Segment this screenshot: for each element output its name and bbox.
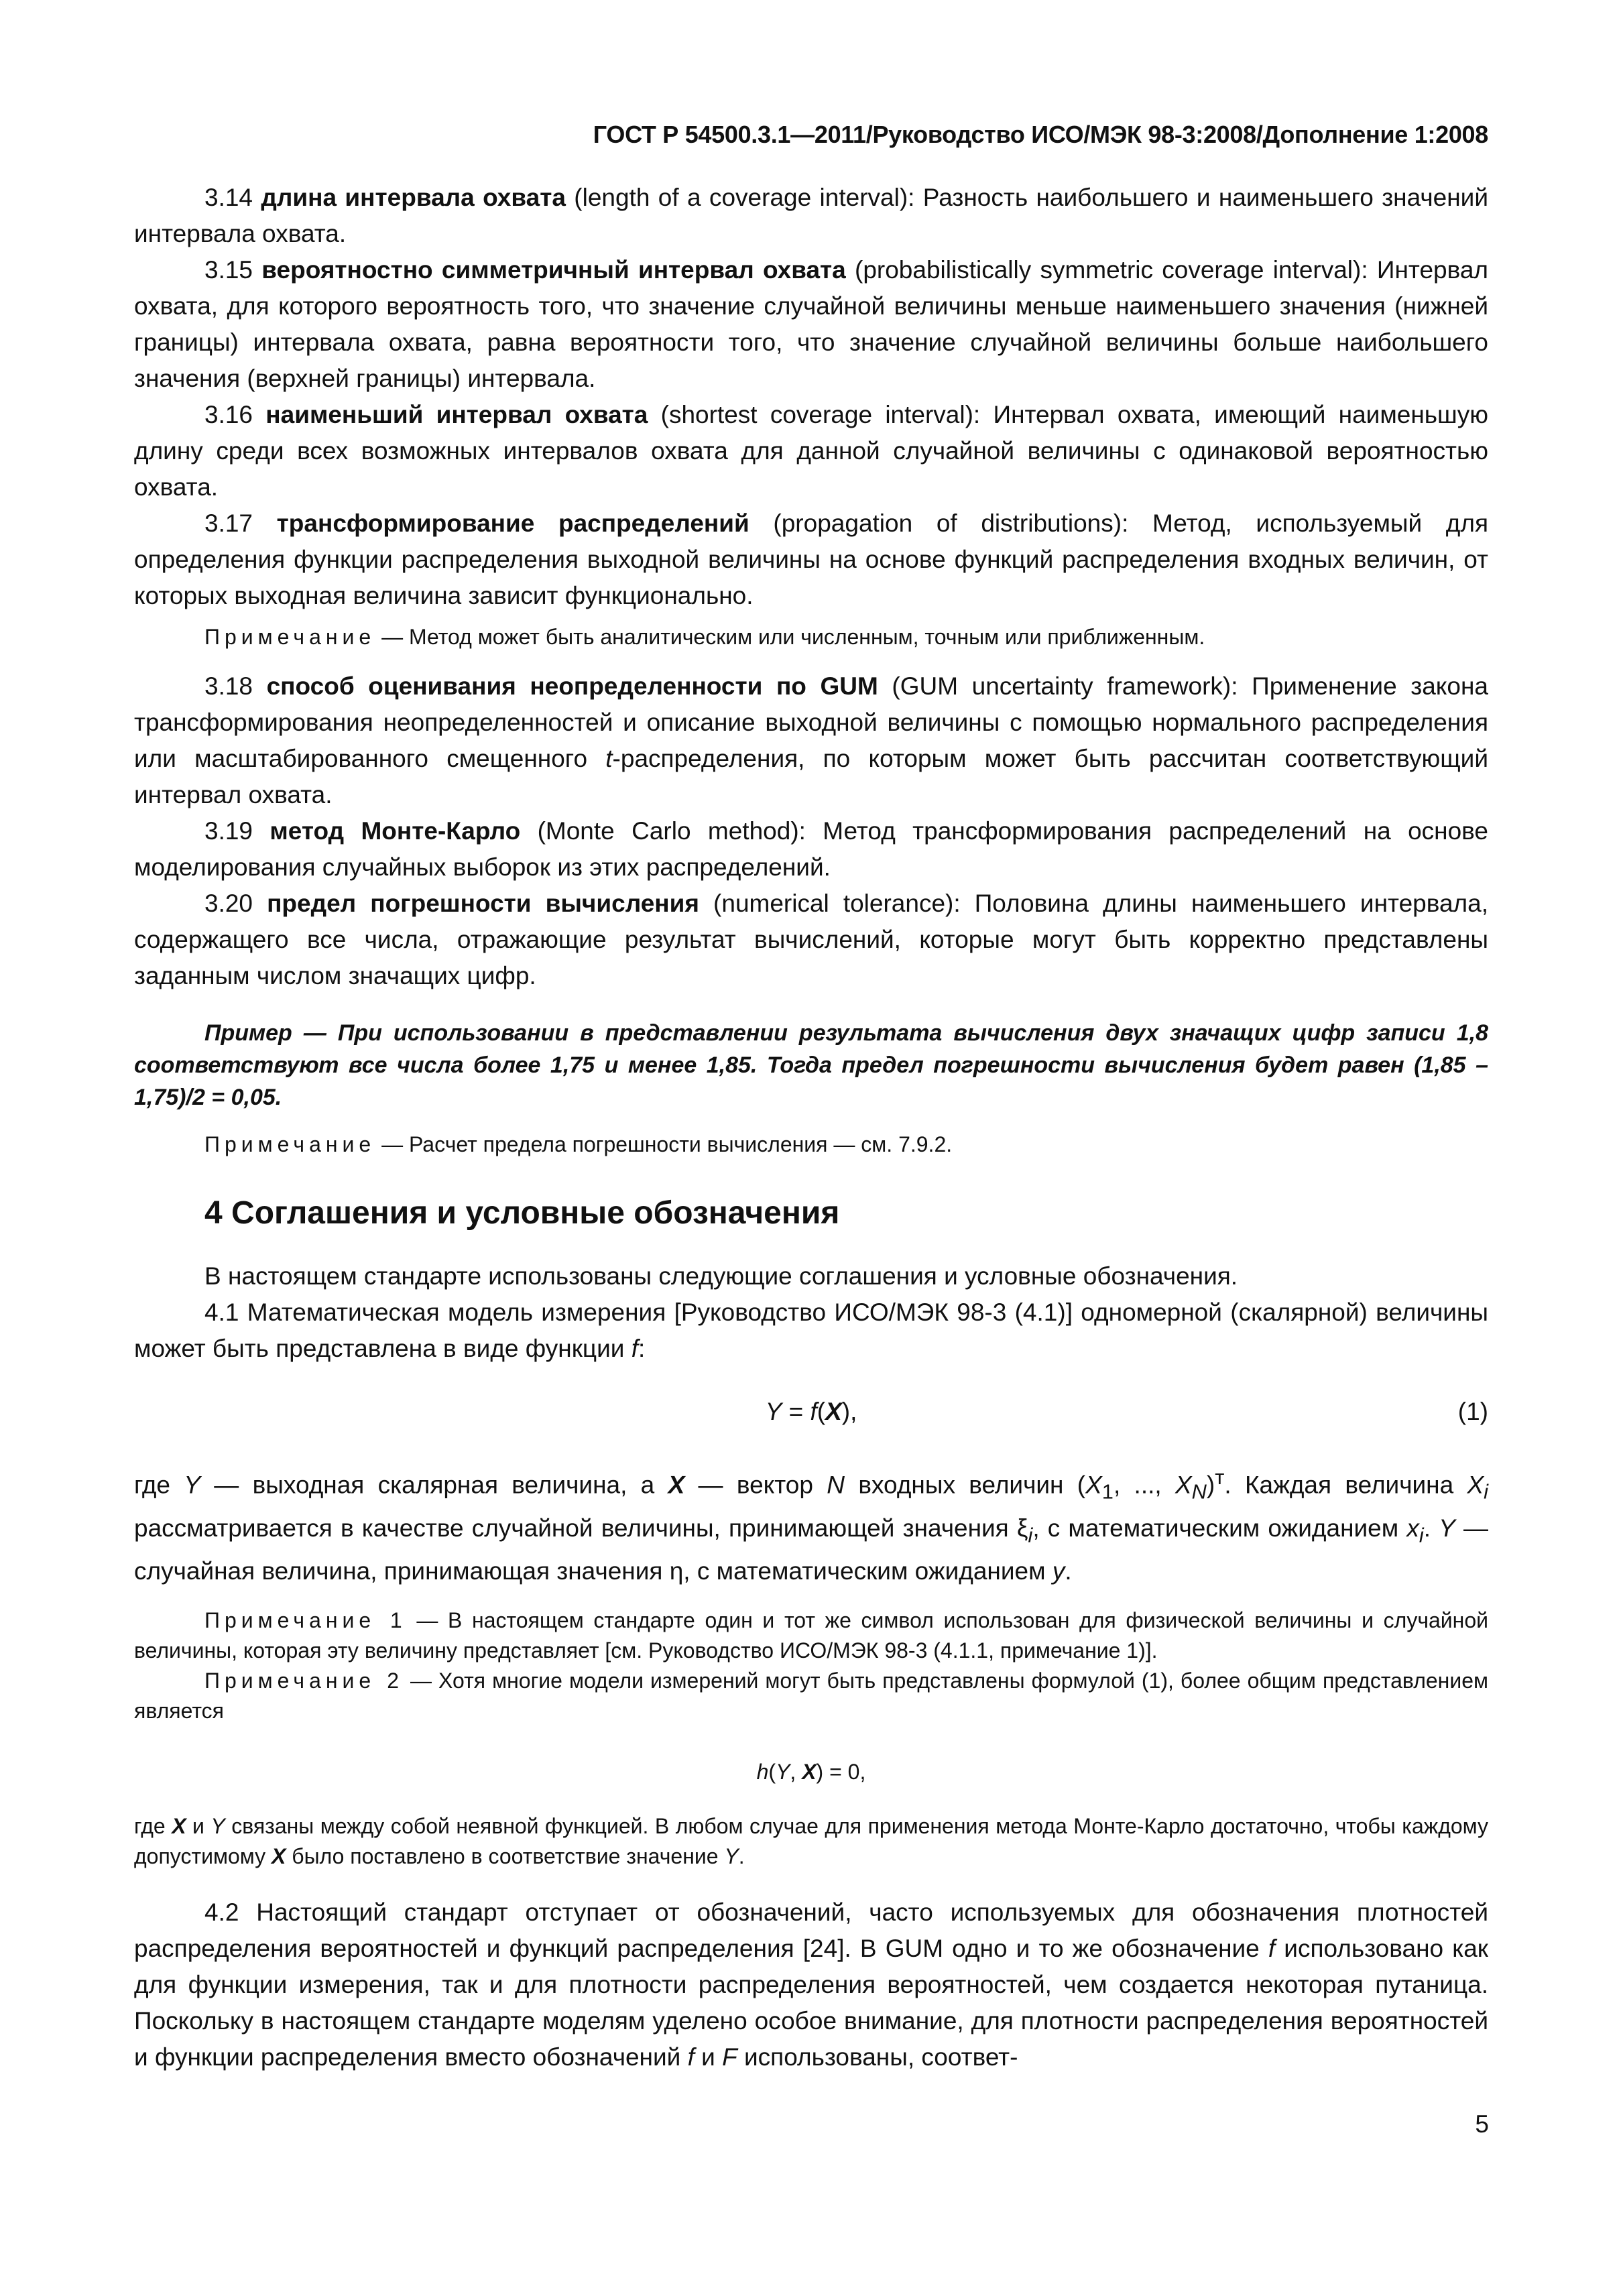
term-definition: (probabilistically symmetric coverage interval): Интервал охвата, для которого вероятность того, что значение случайной величины меньше наименьшего значения (нижней границы) интервала охвата, равна вероятности того, что значение случайной величины больше наибольшего значения (верхней границы) интервала. bbox=[134, 256, 1489, 392]
symbol: X bbox=[172, 1814, 186, 1839]
term-number: 3.18 bbox=[204, 672, 267, 700]
note-3-20 bbox=[134, 1130, 1488, 1160]
term-definition: (length of a coverage interval): Разность наибольшего и наименьшего значений интервала охвата. bbox=[134, 184, 1488, 247]
symbol: Y bbox=[211, 1814, 225, 1839]
term-number: 3.16 bbox=[204, 401, 266, 428]
term-3-18 bbox=[134, 668, 1488, 813]
text: . bbox=[1423, 1514, 1439, 1542]
text: — вектор bbox=[684, 1471, 827, 1499]
note-text: — В настоящем стандарте один и тот же символ использован для физической величины и случайной величины, которая эту величину представляет [см. Руководство ИСО/МЭК 98-3 (4.1.1, примечание 1)]. bbox=[134, 1608, 1489, 1663]
text: рассматривается в качестве случайной величины, принимающей значения ξ bbox=[134, 1514, 1028, 1542]
note-text: — Метод может быть аналитическим или численным, точным или приближенным. bbox=[375, 625, 1205, 649]
term-name: предел погрешности вычисления bbox=[267, 890, 699, 917]
example-3-20: Пример — При использовании в представлении результата вычисления двух значащих цифр записи 1,8 соответствуют все числа более 1,75 и менее 1,85. Тогда предел погрешности вычисления будет равен (1,85 – 1,75)/2 = 0,05. bbox=[134, 1020, 1488, 1110]
term-definition: (Monte Carlo method): Метод трансформирования распределений на основе моделирования случайных выборок из этих распределений. bbox=[134, 817, 1488, 881]
term-number: 3.15 bbox=[204, 256, 262, 284]
term-3-17 bbox=[134, 505, 1488, 614]
equation-1-explanation bbox=[134, 1459, 1488, 1589]
text: использованы, соответ- bbox=[737, 2043, 1018, 2071]
note-label: Примечание 1 bbox=[204, 1608, 407, 1633]
term-3-19 bbox=[134, 813, 1488, 886]
term-3-20 bbox=[134, 886, 1488, 994]
section-intro: В настоящем стандарте использованы следующие соглашения и условные обозначения. bbox=[204, 1262, 1238, 1290]
text: связаны между собой неявной функцией. В любом случае для применения метода Монте-Карло достаточно, чтобы каждому допустимому bbox=[134, 1814, 1489, 1869]
text: — выходная скалярная величина, а bbox=[200, 1471, 668, 1499]
term-name: способ оценивания неопределенности по GUM bbox=[266, 672, 878, 700]
symbol: X bbox=[1085, 1471, 1102, 1499]
text: 4.2 Настоящий стандарт отступает от обозначений, часто используемых для обозначения плотностей распределения вероятностей и функций распределения [24]. В GUM одно и то же обозначение bbox=[134, 1898, 1488, 1963]
subscript: 1 bbox=[1101, 1479, 1114, 1504]
term-name: длина интервала охвата bbox=[261, 184, 566, 211]
symbol: F bbox=[722, 2043, 737, 2071]
symbol: N bbox=[827, 1471, 845, 1499]
term-name: наименьший интервал охвата bbox=[265, 401, 648, 428]
symbol: Y bbox=[1439, 1514, 1455, 1542]
subscript: i bbox=[1028, 1523, 1033, 1547]
subscript: i bbox=[1484, 1479, 1489, 1504]
t-symbol: t bbox=[605, 745, 613, 772]
clause-4-1 bbox=[134, 1294, 1488, 1367]
f-symbol: f bbox=[631, 1335, 638, 1362]
text: было поставлено в соответствие значение bbox=[286, 1844, 725, 1869]
symbol: Y bbox=[184, 1471, 200, 1499]
term-3-16 bbox=[134, 397, 1488, 505]
term-name: вероятностно симметричный интервал охвата bbox=[261, 256, 846, 284]
note-4-1-2 bbox=[134, 1666, 1488, 1726]
note-text: — Расчет предела погрешности вычисления — см. 7.9.2. bbox=[375, 1132, 953, 1156]
document-header: ГОСТ Р 54500.3.1—2011/Руководство ИСО/МЭК 98-3:2008/Дополнение 1:2008 bbox=[593, 121, 1488, 148]
text: , с математическим ожиданием bbox=[1032, 1514, 1407, 1542]
page-number: 5 bbox=[1475, 2110, 1489, 2138]
term-number: 3.17 bbox=[204, 509, 277, 537]
equation-number: (1) bbox=[1457, 1398, 1488, 1425]
term-number: 3.14 bbox=[204, 184, 261, 211]
text: . bbox=[738, 1844, 745, 1869]
text: входных величин ( bbox=[845, 1471, 1086, 1499]
note-4-1-2-continuation bbox=[134, 1811, 1488, 1872]
text: ) bbox=[1206, 1471, 1215, 1499]
equation-1 bbox=[134, 1394, 1488, 1430]
text: использовано как для функции измерения, так и для плотности распределения вероятностей, чем создается некоторая путаница. Поскольку в настоящем стандарте моделям уделено особое внимание, для плотности распределения вероятностей и функции распределения вместо обозначений bbox=[134, 1935, 1488, 2071]
text: где bbox=[134, 1814, 172, 1839]
term-3-14 bbox=[134, 180, 1488, 252]
note-4-1-1 bbox=[134, 1606, 1488, 1666]
term-definition: (propagation of distributions): Метод, используемый для определения функции распределения выходной величины на основе функций распределения входных величин, от которых выходная величина зависит функционально. bbox=[134, 509, 1489, 609]
section-heading: 4 Соглашения и условные обозначения bbox=[204, 1195, 840, 1231]
term-definition-end: -распределения, по которым может быть рассчитан соответствующий интервал охвата. bbox=[134, 745, 1488, 808]
text: и bbox=[186, 1814, 211, 1839]
symbol: Y bbox=[724, 1844, 739, 1869]
note-3-17 bbox=[134, 622, 1488, 652]
superscript: т bbox=[1215, 1465, 1225, 1489]
text: . Каждая величина bbox=[1224, 1471, 1467, 1499]
clause-text: 4.1 Математическая модель измерения [Руководство ИСО/МЭК 98-3 (4.1)] одномерной (скалярной) величины может быть представлена в виде функции bbox=[134, 1298, 1488, 1362]
text: и bbox=[694, 2043, 723, 2071]
note-label: Примечание 2 bbox=[204, 1669, 404, 1693]
note-label: Примечание bbox=[204, 625, 376, 649]
term-definition: (GUM uncertainty framework): Применение закона трансформирования неопределенностей и описание выходной величины с помощью нормального распределения или масштабированного смещенного bbox=[134, 672, 1488, 772]
document-page bbox=[134, 121, 1488, 2075]
symbol: X bbox=[1467, 1471, 1484, 1499]
text: . bbox=[1065, 1557, 1072, 1585]
clause-4-2 bbox=[134, 1894, 1488, 2075]
symbol: x bbox=[1406, 1514, 1419, 1542]
symbol: f bbox=[687, 2043, 695, 2071]
equation-expression: Y = f(X), bbox=[765, 1398, 857, 1425]
subscript: i bbox=[1419, 1523, 1424, 1547]
clause-text-end: : bbox=[638, 1335, 646, 1362]
term-number: 3.19 bbox=[204, 817, 270, 845]
symbol: f bbox=[1268, 1935, 1276, 1963]
symbol: X bbox=[1175, 1471, 1192, 1499]
term-number: 3.20 bbox=[204, 890, 267, 917]
text: где bbox=[134, 1471, 184, 1499]
note-text: — Хотя многие модели измерений могут быть представлены формулой (1), более общим представлением является bbox=[134, 1669, 1489, 1724]
symbol: X bbox=[272, 1844, 286, 1869]
text: , ..., bbox=[1113, 1471, 1175, 1499]
subscript: N bbox=[1191, 1479, 1207, 1504]
term-name: метод Монте-Карло bbox=[269, 817, 521, 845]
term-definition: (numerical tolerance): Половина длины наименьшего интервала, содержащего все числа, отражающие результат вычислений, которые могут быть корректно представлены заданным числом значащих цифр. bbox=[134, 890, 1488, 989]
symbol: X bbox=[668, 1471, 685, 1499]
term-name: трансформирование распределений bbox=[276, 509, 749, 537]
equation-implicit: h(Y, X) = 0, bbox=[756, 1760, 866, 1785]
symbol: y bbox=[1052, 1557, 1065, 1585]
text: — случайная величина, принимающая значения η, с математическим ожиданием bbox=[134, 1514, 1488, 1585]
term-3-15 bbox=[134, 252, 1488, 397]
note-label: Примечание bbox=[204, 1132, 376, 1156]
term-definition: (shortest coverage interval): Интервал охвата, имеющий наименьшую длину среди всех возможных интервалов охвата для данной случайной величины с одинаковой вероятностью охвата. bbox=[134, 401, 1488, 501]
